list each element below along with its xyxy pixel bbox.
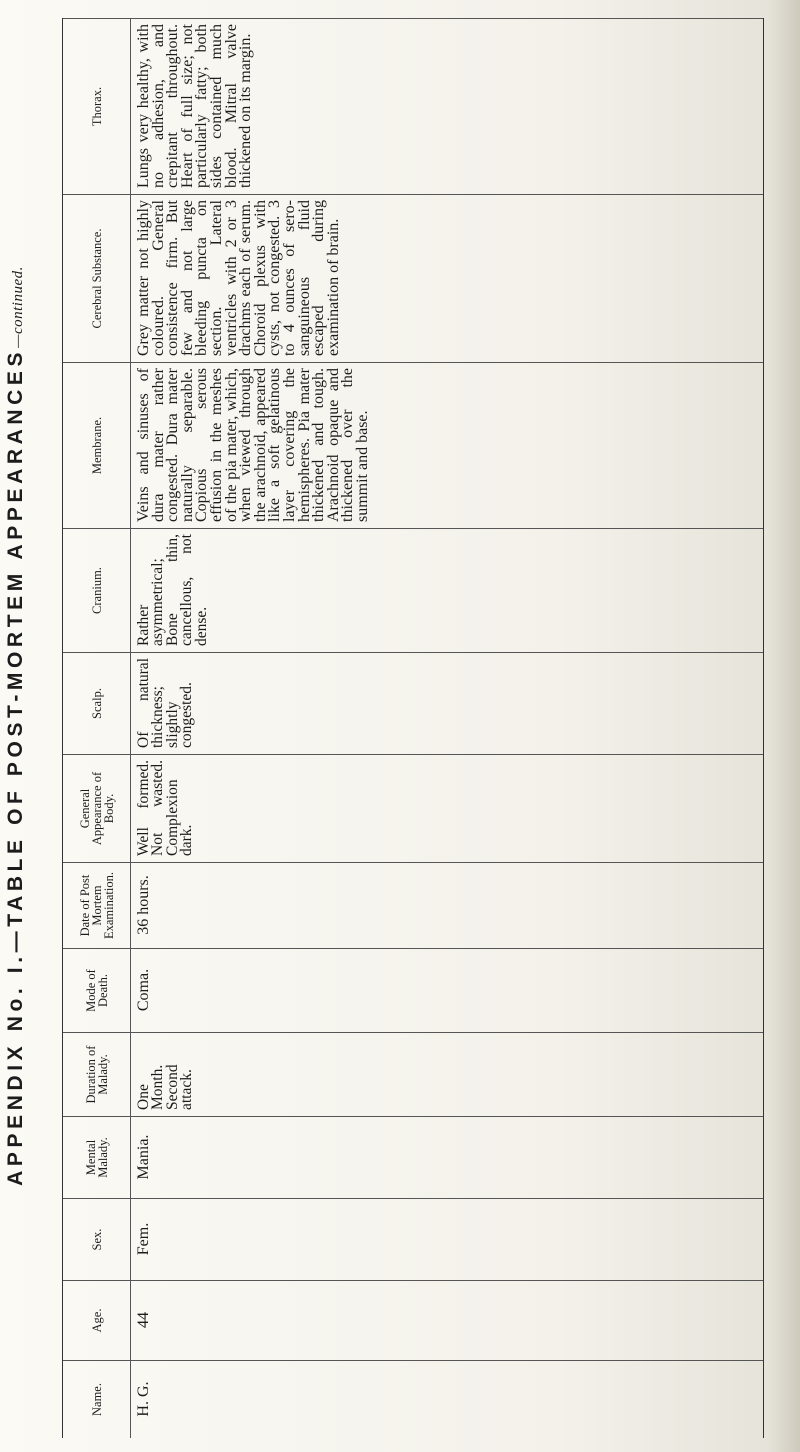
column-cerebral-substance <box>63 194 763 362</box>
column-header: Name. <box>63 1361 131 1438</box>
cell-cerebral-substance: Grey matter not highly coloured. General consistence firm. But few and not large bleeding puncta on section. Lateral ventricles with 2 or 3 drachms each of serum. Choroid plexus with cysts, not congested. 3 to 4 ounces of sero-sanguineous fluid escaped during examination of brain. <box>135 200 342 356</box>
cell-mode-of-death: Coma. <box>135 968 152 1012</box>
column-header: Thorax. <box>63 19 131 194</box>
column-mental-malady <box>63 1116 763 1198</box>
column-age <box>63 1280 763 1360</box>
cell-age: 44 <box>135 1312 152 1328</box>
column-general-appearance <box>63 754 763 862</box>
column-header: Age. <box>63 1281 131 1360</box>
page-title <box>4 0 38 1452</box>
column-membrane <box>63 362 763 528</box>
cell-date-of-post-mortem: 36 hours. <box>135 875 152 935</box>
cell-general-appearance: Well formed. Not wasted. Complexion dark. <box>135 760 196 856</box>
column-header: Cerebral Substance. <box>63 195 131 362</box>
column-header: Sex. <box>63 1199 131 1280</box>
column-header: Date of Post Mortem Examination. <box>63 863 131 948</box>
column-date-of-post-mortem <box>63 862 763 948</box>
column-header: Duration of Malady. <box>63 1033 131 1116</box>
column-duration <box>63 1032 763 1116</box>
column-header: Mode of Death. <box>63 949 131 1032</box>
column-header: Membrane. <box>63 363 131 528</box>
column-header: Scalp. <box>63 653 131 754</box>
title-continued: —continued. <box>10 266 26 348</box>
cell-cranium: Rather asymmetrical; Bone thin, cancellous, not dense. <box>135 534 210 646</box>
cell-sex: Fem. <box>135 1222 152 1256</box>
column-cranium <box>63 528 763 652</box>
column-thorax <box>63 18 763 194</box>
cell-mental-malady: Mania. <box>135 1134 152 1180</box>
cell-duration: One Month. Second attack. <box>135 1064 196 1110</box>
title-main: APPENDIX No. I.—TABLE OF POST-MORTEM APPEARANCES <box>4 347 27 1186</box>
column-name <box>63 1360 763 1438</box>
column-header: Mental Malady. <box>63 1117 131 1198</box>
column-header: General Appearance of Body. <box>63 755 131 862</box>
cell-scalp: Of natural thickness; slightly congested. <box>135 658 196 748</box>
cell-name: H. G. <box>135 1381 152 1417</box>
cell-thorax: Lungs very healthy, with no adhesion, and crepitant throughout. Heart of full size; not particularly fatty; both sides contained much blood. Mitral valve thickened on its margin. <box>135 24 255 188</box>
column-mode-of-death <box>63 948 763 1032</box>
cell-membrane: Veins and sinuses of dura mater rather congested. Dura mater naturally separable. Copious serous effusion in the meshes of the pia mater, which, when viewed through the arachnoid, appeared like a soft gelatinous layer covering the hemispheres. Pia mater thickened and tough. Arachnoid opaque and thickened over the summit and base. <box>135 368 371 522</box>
post-mortem-table <box>62 18 764 1438</box>
column-scalp <box>63 652 763 754</box>
column-header: Cranium. <box>63 529 131 652</box>
column-sex <box>63 1198 763 1280</box>
